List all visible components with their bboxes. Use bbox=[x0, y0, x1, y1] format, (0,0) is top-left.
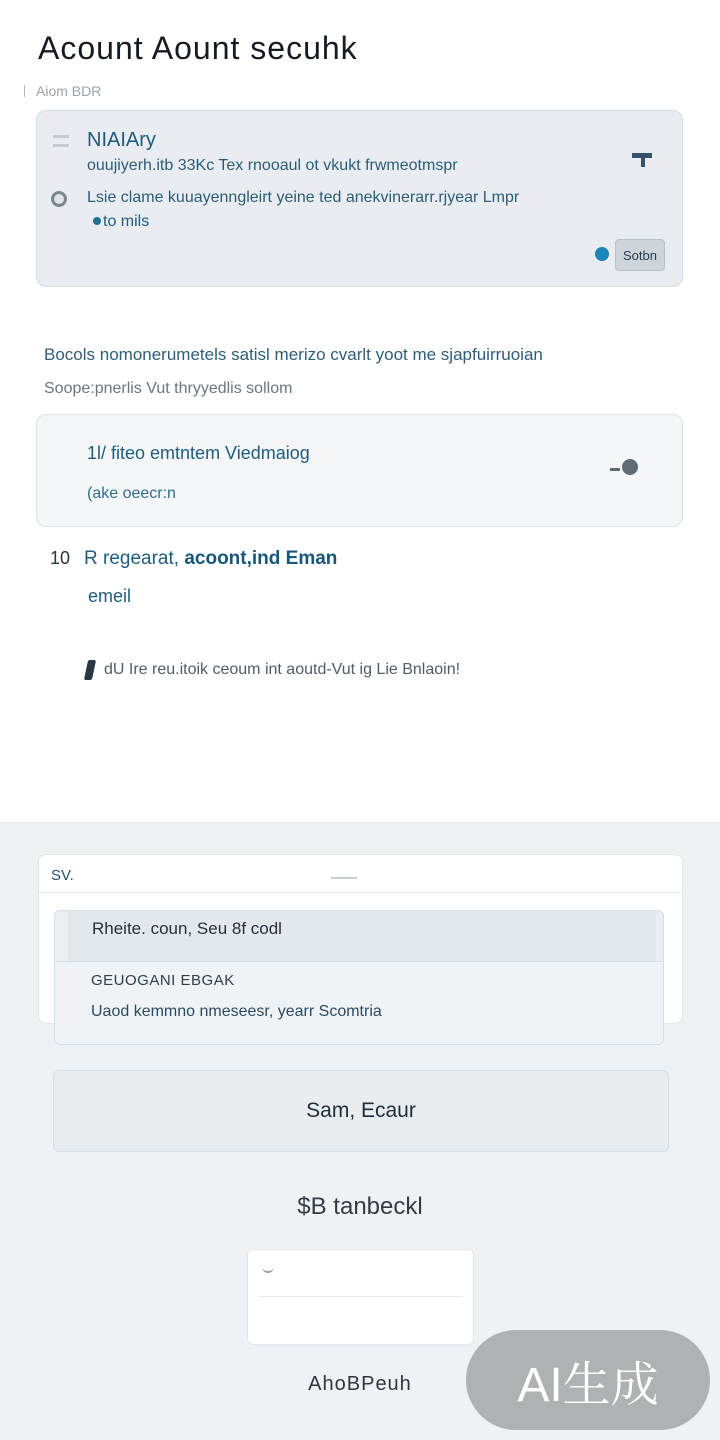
footer-label: AhoBPeuh bbox=[308, 1373, 412, 1395]
watermark-badge: AI生成 bbox=[466, 1330, 710, 1430]
dropdown-option-description: Uaod kemmno nmeseesr, yearr Scomtria bbox=[91, 1003, 382, 1020]
link-text[interactable]: $B tanbeckl bbox=[297, 1193, 423, 1220]
secondary-card-row-1: 1l/ fiteo emtntem Viedmaiog bbox=[87, 443, 310, 463]
step-title bbox=[84, 548, 337, 570]
step-title-prefix: R regearat, bbox=[84, 548, 185, 569]
dropdown-list bbox=[54, 910, 664, 1045]
bullet-dot-icon bbox=[93, 217, 101, 225]
dropdown-selected-option[interactable]: Rheite. coun, Seu 8f codl bbox=[68, 911, 656, 961]
primary-card-line-3: to mils bbox=[103, 213, 150, 230]
primary-card-title: NIAIAry bbox=[87, 129, 156, 151]
small-card[interactable] bbox=[247, 1249, 474, 1345]
secondary-card-row-2[interactable]: (ake oeecr:n bbox=[87, 485, 176, 502]
primary-card bbox=[36, 110, 683, 287]
page-title: Acount Aount secuhk bbox=[38, 30, 358, 66]
tooltip-label: SV. bbox=[51, 867, 74, 884]
dropdown-option[interactable] bbox=[55, 961, 663, 1045]
note-row bbox=[86, 660, 460, 680]
toggle-icon[interactable] bbox=[622, 459, 638, 475]
drag-handle[interactable] bbox=[331, 877, 357, 879]
section-subheading: Soope:pnerlis Vut thryyedlis sollom bbox=[44, 380, 293, 397]
primary-card-line-1: ouujiyerh.itb 33Kc Tex rnooaul ot vkukt frwmeotmspr bbox=[87, 157, 458, 174]
step-number: 10 bbox=[50, 548, 71, 568]
secondary-card[interactable] bbox=[36, 414, 683, 527]
dropdown-option-label: GEUOGANI EBGAK bbox=[91, 972, 235, 989]
menu-icon[interactable] bbox=[53, 135, 69, 147]
step-value[interactable]: emeil bbox=[88, 586, 132, 606]
step-title-bold: acoont,ind Eman bbox=[184, 548, 338, 569]
primary-action-button[interactable]: Sotbn bbox=[615, 239, 665, 271]
tooltip-card bbox=[38, 854, 683, 1024]
breadcrumb-label[interactable]: Aiom BDR bbox=[36, 83, 102, 99]
status-dot-icon bbox=[595, 247, 609, 261]
note-text: dU Ire reu.itoik ceoum int aoutd-Vut ig Lie Bnlaoin! bbox=[104, 661, 461, 678]
section-heading: Bocols nomonerumetels satisl merizo cvarlt yoot me sjapfuirruoian bbox=[44, 345, 543, 364]
primary-card-line-2: Lsie clame kuuayenngleirt yeine ted anekvinerarr.rjyear Lmpr bbox=[87, 189, 520, 206]
breadcrumb-icon bbox=[24, 85, 30, 97]
chevron-icon bbox=[262, 1266, 274, 1273]
info-icon bbox=[51, 191, 67, 207]
small-card-divider bbox=[258, 1296, 463, 1297]
bottom-panel bbox=[0, 822, 720, 1440]
tooltip-header bbox=[39, 855, 682, 893]
pin-icon[interactable] bbox=[632, 153, 652, 167]
edit-icon[interactable] bbox=[84, 660, 96, 680]
breadcrumb[interactable] bbox=[24, 83, 101, 99]
submit-button[interactable]: Sam, Ecaur bbox=[53, 1070, 669, 1152]
